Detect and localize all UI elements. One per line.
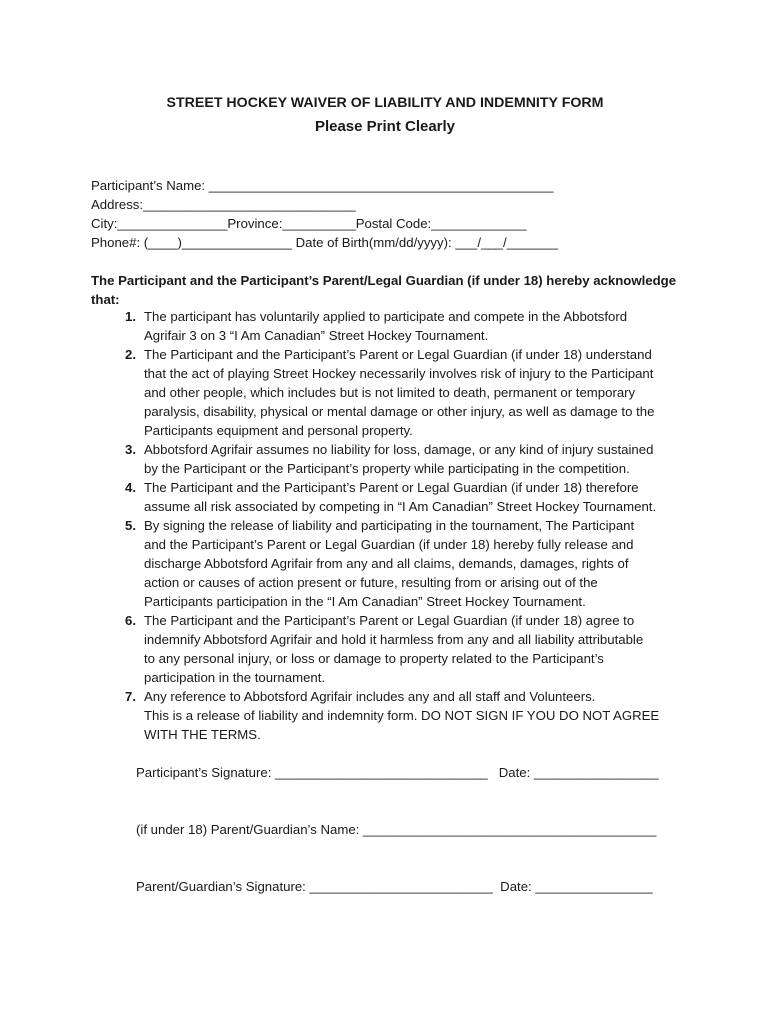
participant-name-field[interactable]: Participant’s Name: _______________________________________________ bbox=[91, 178, 554, 193]
item-text: The Participant and the Participant’s Parent or Legal Guardian (if under 18) understand that the act of playing Street Hockey necessarily involves risk of injury to the Participant and other people, which includes but is not limited to death, permanent or temporary paralysis, disability, physical or mental damage or other injury, as well as damage to the Participants equipment and personal property. bbox=[144, 347, 655, 438]
terms-list bbox=[91, 307, 691, 744]
item-text: By signing the release of liability and participating in the tournament, The Participant and the Participant’s Parent or Legal Guardian (if under 18) hereby fully release and discharge Abbotsford Agrifair from any and all claims, demands, damages, rights of action or causes of action present or future, resulting from or arising out of the Participants participation in the “I Am Canadian” Street Hockey Tournament. bbox=[144, 518, 635, 609]
form-subtitle: Please Print Clearly bbox=[314, 118, 456, 135]
item-number: 7. bbox=[125, 689, 136, 704]
item-text: Abbotsford Agrifair assumes no liability for loss, damage, or any kind of injury sustained by the Participant or the Participant’s property while participating in the competition. bbox=[144, 442, 654, 476]
guardian-signature-field[interactable]: Parent/Guardian’s Signature: _________________________ Date: ________________ bbox=[136, 879, 653, 894]
list-item bbox=[91, 687, 691, 744]
list-item bbox=[91, 516, 691, 611]
list-item bbox=[91, 478, 691, 516]
intro-line-2: that: bbox=[91, 292, 120, 307]
item-text: The Participant and the Participant’s Parent or Legal Guardian (if under 18) agree to indemnify Abbotsford Agrifair and hold it harmless from any and all liability attributable to any personal injury, or loss or damage to property related to the Participant’s participation in the tournament. bbox=[144, 613, 644, 685]
guardian-name-field[interactable]: (if under 18) Parent/Guardian’s Name: ________________________________________ bbox=[136, 822, 657, 837]
participant-signature-field[interactable]: Participant’s Signature: _____________________________ Date: _________________ bbox=[136, 765, 659, 780]
item-number: 3. bbox=[125, 442, 136, 457]
item-number: 6. bbox=[125, 613, 136, 628]
form-title: STREET HOCKEY WAIVER OF LIABILITY AND INDEMNITY FORM bbox=[166, 95, 604, 111]
list-item bbox=[91, 611, 691, 687]
list-item bbox=[91, 440, 691, 478]
item-text: Any reference to Abbotsford Agrifair includes any and all staff and Volunteers. This is a release of liability and indemnity form. DO NOT SIGN IF YOU DO NOT AGREE WITH THE TERMS. bbox=[144, 689, 660, 742]
item-number: 4. bbox=[125, 480, 136, 495]
item-number: 2. bbox=[125, 347, 136, 362]
phone-dob-field[interactable]: Phone#: (____)_______________ Date of Birth(mm/dd/yyyy): ___/___/_______ bbox=[91, 235, 559, 250]
list-item bbox=[91, 307, 691, 345]
city-province-postal-field[interactable]: City:_______________Province:__________Postal Code:_____________ bbox=[91, 216, 527, 231]
item-number: 5. bbox=[125, 518, 136, 533]
address-field[interactable]: Address:_____________________________ bbox=[91, 197, 356, 212]
list-item bbox=[91, 345, 691, 440]
item-number: 1. bbox=[125, 309, 136, 324]
intro-line-1: The Participant and the Participant’s Parent/Legal Guardian (if under 18) hereby acknowledge bbox=[91, 273, 677, 288]
item-text: The participant has voluntarily applied to participate and compete in the Abbotsford Agrifair 3 on 3 “I Am Canadian” Street Hockey Tournament. bbox=[144, 309, 628, 343]
item-text: The Participant and the Participant’s Parent or Legal Guardian (if under 18) therefore assume all risk associated by competing in “I Am Canadian” Street Hockey Tournament. bbox=[144, 480, 657, 514]
